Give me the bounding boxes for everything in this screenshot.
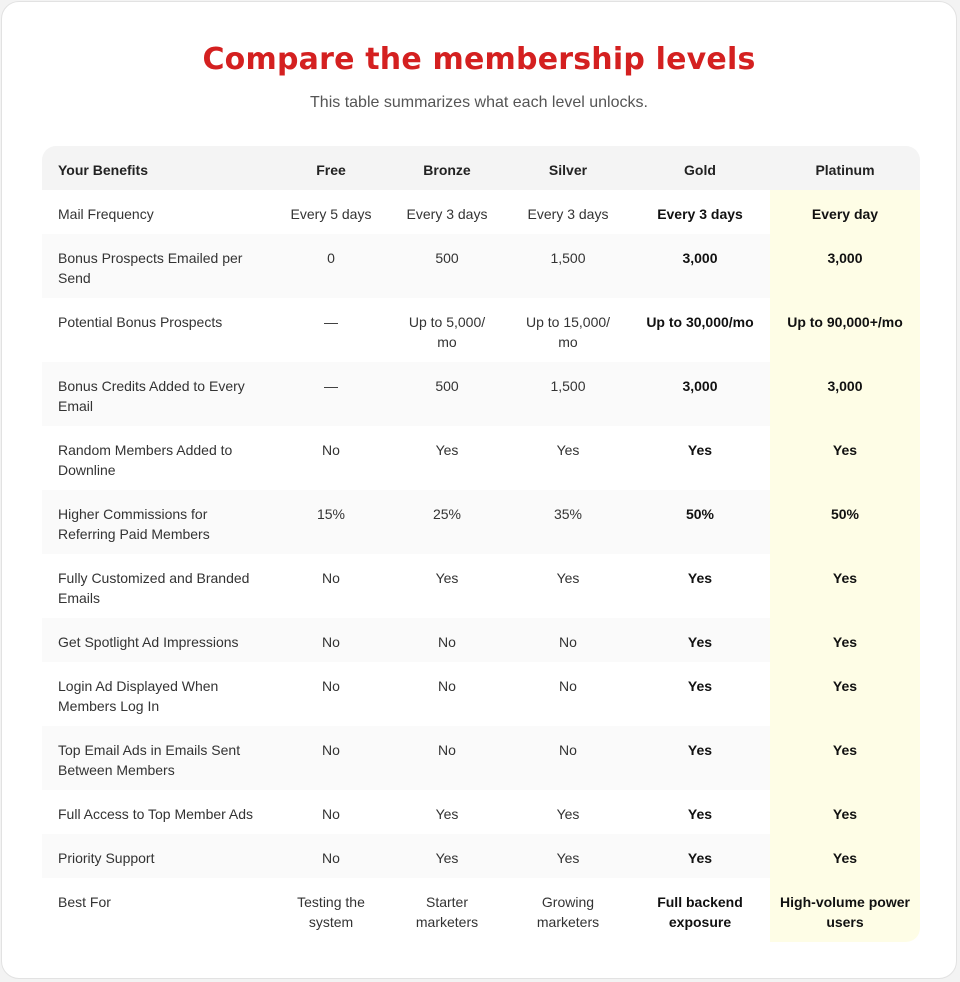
cell-text: Yes — [435, 570, 459, 586]
cell-gold — [630, 662, 770, 726]
comparison-card — [1, 1, 957, 979]
cell-text: 1,500 — [550, 378, 586, 394]
cell-text: Get Spotlight Ad Impressions — [58, 634, 239, 650]
table-row — [42, 834, 920, 878]
cell-text: Top Email Ads in Emails Sent Between Members — [58, 742, 241, 778]
table-header-row — [42, 146, 920, 190]
cell-free — [274, 490, 388, 554]
cell-free — [274, 298, 388, 362]
cell-benefit — [42, 426, 274, 490]
cell-silver — [506, 726, 630, 790]
cell-text: 50% — [685, 506, 715, 522]
table-row — [42, 726, 920, 790]
cell-text: No — [559, 742, 577, 758]
cell-platinum — [770, 298, 920, 362]
cell-text: No — [322, 634, 340, 650]
header-platinum: Platinum — [770, 146, 920, 190]
cell-text: Yes — [832, 678, 858, 694]
cell-text: Yes — [832, 806, 858, 822]
cell-gold — [630, 490, 770, 554]
cell-free — [274, 662, 388, 726]
cell-platinum — [770, 490, 920, 554]
page-subtitle: This table summarizes what each level unlocks. — [310, 94, 648, 111]
cell-text: Full Access to Top Member Ads — [58, 806, 254, 822]
cell-free — [274, 726, 388, 790]
cell-text: Every 3 days — [657, 206, 743, 222]
cell-benefit — [42, 790, 274, 834]
cell-text: Yes — [687, 850, 713, 866]
cell-gold — [630, 234, 770, 298]
cell-text: 50% — [830, 506, 860, 522]
cell-text: Every day — [811, 206, 879, 222]
cell-text: Potential Bonus Prospects — [58, 314, 223, 330]
cell-text: 3,000 — [682, 250, 718, 266]
cell-text: Bonus Prospects Emailed per Send — [58, 250, 243, 286]
cell-gold — [630, 362, 770, 426]
cell-benefit — [42, 662, 274, 726]
cell-gold — [630, 726, 770, 790]
page-title: Compare the membership levels — [202, 42, 756, 77]
cell-text: 3,000 — [827, 378, 863, 394]
cell-text: Yes — [435, 806, 459, 822]
cell-text: Yes — [687, 570, 713, 586]
cell-silver — [506, 618, 630, 662]
cell-free — [274, 878, 388, 942]
cell-text: Yes — [556, 850, 580, 866]
cell-bronze — [388, 490, 506, 554]
cell-benefit — [42, 234, 274, 298]
cell-text: No — [559, 678, 577, 694]
cell-text: Up to 5,000/ mo — [408, 314, 486, 350]
table-row — [42, 662, 920, 726]
cell-gold — [630, 878, 770, 942]
cell-text: 0 — [327, 250, 335, 266]
cell-free — [274, 362, 388, 426]
cell-text: Full backend exposure — [657, 894, 743, 930]
cell-text: No — [438, 742, 456, 758]
cell-text: Up to 15,000/ mo — [525, 314, 611, 350]
cell-text: Yes — [687, 678, 713, 694]
cell-text: No — [322, 806, 340, 822]
cell-text: No — [559, 634, 577, 650]
cell-text: Yes — [556, 570, 580, 586]
cell-text: Best For — [58, 894, 111, 910]
table-row — [42, 234, 920, 298]
cell-text: No — [438, 678, 456, 694]
cell-gold — [630, 190, 770, 234]
cell-text: Up to 30,000/mo — [646, 314, 754, 330]
cell-free — [274, 190, 388, 234]
cell-bronze — [388, 790, 506, 834]
table-row — [42, 298, 920, 362]
table-body — [42, 190, 920, 942]
cell-benefit — [42, 554, 274, 618]
table-row — [42, 362, 920, 426]
cell-text: No — [322, 442, 340, 458]
cell-text: Yes — [832, 570, 858, 586]
cell-bronze — [388, 298, 506, 362]
cell-text: Yes — [832, 850, 858, 866]
cell-benefit — [42, 362, 274, 426]
cell-text: Yes — [687, 742, 713, 758]
header-silver: Silver — [506, 146, 630, 190]
cell-silver — [506, 834, 630, 878]
table-row — [42, 490, 920, 554]
table-row — [42, 554, 920, 618]
cell-platinum — [770, 190, 920, 234]
cell-text: Testing the system — [297, 894, 365, 930]
cell-silver — [506, 554, 630, 618]
cell-text: Up to 90,000+/mo — [787, 314, 903, 330]
cell-text: Random Members Added to Downline — [58, 442, 233, 478]
header-benefits: Your Benefits — [42, 146, 274, 190]
cell-text: Every 3 days — [406, 206, 488, 222]
cell-text: Yes — [435, 442, 459, 458]
cell-free — [274, 790, 388, 834]
cell-benefit — [42, 878, 274, 942]
cell-text: Yes — [435, 850, 459, 866]
cell-silver — [506, 790, 630, 834]
header-bronze: Bronze — [388, 146, 506, 190]
cell-text: No — [322, 742, 340, 758]
cell-text: Yes — [687, 806, 713, 822]
cell-free — [274, 234, 388, 298]
cell-silver — [506, 362, 630, 426]
cell-gold — [630, 790, 770, 834]
cell-text: 15% — [316, 506, 346, 522]
cell-platinum — [770, 618, 920, 662]
cell-text: — — [324, 314, 338, 330]
cell-bronze — [388, 234, 506, 298]
cell-platinum — [770, 790, 920, 834]
cell-gold — [630, 426, 770, 490]
cell-silver — [506, 190, 630, 234]
cell-text: 3,000 — [827, 250, 863, 266]
cell-silver — [506, 426, 630, 490]
cell-text: 35% — [553, 506, 583, 522]
table-row — [42, 426, 920, 490]
cell-benefit — [42, 490, 274, 554]
table-row — [42, 190, 920, 234]
cell-benefit — [42, 190, 274, 234]
cell-bronze — [388, 190, 506, 234]
cell-platinum — [770, 426, 920, 490]
cell-text: Yes — [556, 442, 580, 458]
cell-text: No — [438, 634, 456, 650]
cell-bronze — [388, 554, 506, 618]
cell-text: Every 3 days — [527, 206, 609, 222]
cell-text: Priority Support — [58, 850, 155, 866]
cell-benefit — [42, 298, 274, 362]
cell-platinum — [770, 234, 920, 298]
cell-text: — — [324, 378, 338, 394]
header-gold: Gold — [630, 146, 770, 190]
cell-text: Yes — [556, 806, 580, 822]
cell-platinum — [770, 726, 920, 790]
table-row — [42, 790, 920, 834]
cell-text: Yes — [832, 742, 858, 758]
table-row — [42, 878, 920, 942]
table-row — [42, 618, 920, 662]
cell-text: Login Ad Displayed When Members Log In — [58, 678, 219, 714]
cell-text: Starter marketers — [415, 894, 479, 930]
cell-text: No — [322, 678, 340, 694]
cell-text: Mail Frequency — [58, 206, 154, 222]
cell-text: 500 — [435, 378, 459, 394]
cell-silver — [506, 234, 630, 298]
cell-benefit — [42, 618, 274, 662]
cell-free — [274, 618, 388, 662]
cell-text: Yes — [832, 442, 858, 458]
cell-text: Yes — [687, 634, 713, 650]
cell-silver — [506, 662, 630, 726]
cell-benefit — [42, 834, 274, 878]
cell-text: 500 — [435, 250, 459, 266]
header-free: Free — [274, 146, 388, 190]
cell-bronze — [388, 426, 506, 490]
cell-text: Bonus Credits Added to Every Email — [58, 378, 245, 414]
cell-free — [274, 426, 388, 490]
cell-silver — [506, 490, 630, 554]
cell-text: Yes — [832, 634, 858, 650]
cell-text: Yes — [687, 442, 713, 458]
cell-bronze — [388, 726, 506, 790]
cell-free — [274, 834, 388, 878]
cell-text: Higher Commissions for Referring Paid Members — [58, 506, 210, 542]
cell-bronze — [388, 834, 506, 878]
cell-silver — [506, 878, 630, 942]
cell-text: High-volume power users — [780, 894, 910, 930]
cell-platinum — [770, 662, 920, 726]
cell-text: Every 5 days — [290, 206, 372, 222]
cell-bronze — [388, 362, 506, 426]
cell-bronze — [388, 618, 506, 662]
comparison-table — [42, 146, 920, 942]
cell-gold — [630, 554, 770, 618]
cell-text: No — [322, 850, 340, 866]
cell-bronze — [388, 662, 506, 726]
cell-text: 1,500 — [550, 250, 586, 266]
cell-platinum — [770, 878, 920, 942]
cell-platinum — [770, 554, 920, 618]
cell-gold — [630, 298, 770, 362]
cell-gold — [630, 834, 770, 878]
cell-benefit — [42, 726, 274, 790]
cell-text: 3,000 — [682, 378, 718, 394]
cell-text: Fully Customized and Branded Emails — [58, 570, 250, 606]
cell-gold — [630, 618, 770, 662]
cell-free — [274, 554, 388, 618]
cell-silver — [506, 298, 630, 362]
cell-text: 25% — [432, 506, 462, 522]
cell-text: Growing marketers — [536, 894, 600, 930]
cell-platinum — [770, 362, 920, 426]
cell-text: No — [322, 570, 340, 586]
cell-bronze — [388, 878, 506, 942]
cell-platinum — [770, 834, 920, 878]
